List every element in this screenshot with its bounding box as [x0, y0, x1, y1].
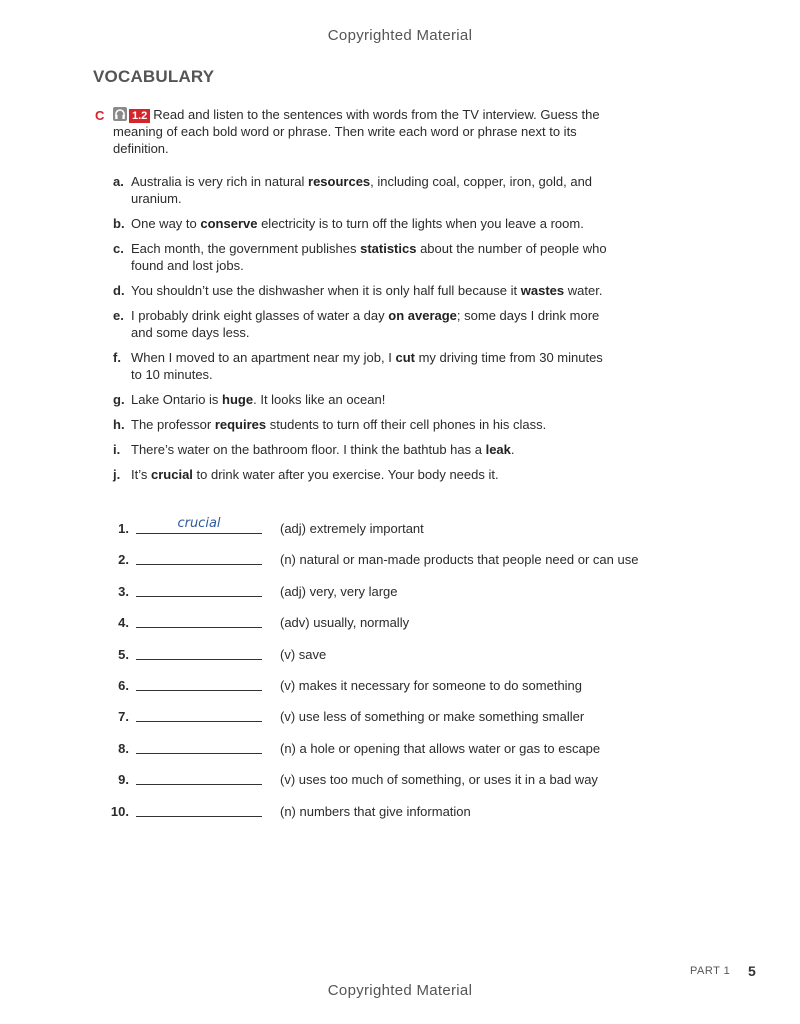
sentence-text: water.: [564, 283, 603, 298]
matching-row: [100, 702, 660, 733]
vocabulary-word: cut: [395, 350, 415, 365]
answer-blank[interactable]: [136, 564, 262, 565]
sentence-label: c.: [113, 241, 124, 256]
sentence-text: You shouldn’t use the dishwasher when it is only half full because it: [131, 283, 521, 298]
exercise-letter: C: [95, 108, 105, 123]
vocabulary-word: on average: [388, 308, 457, 323]
vocabulary-word: wastes: [520, 283, 565, 298]
sentence-item: [113, 391, 613, 408]
definition-text: (n) a hole or opening that allows water or gas to escape: [280, 740, 601, 756]
sentence-label: b.: [113, 216, 125, 231]
sentence-text: Each month, the government publishes: [131, 241, 361, 256]
vocabulary-word: leak: [485, 442, 511, 457]
footer-part-label: PART 1: [690, 965, 731, 977]
sentence-text: When I moved to an apartment near my job, I: [131, 350, 396, 365]
sentence-text: One way to: [131, 216, 201, 231]
sentence-item: [113, 441, 613, 458]
sentence-item: [113, 215, 613, 232]
item-number: 10.: [110, 803, 129, 819]
definition-text: (v) uses too much of something, or uses it in a bad way: [280, 772, 598, 788]
sentence-label: g.: [113, 392, 125, 407]
sentence-text: students to turn off their cell phones in his class.: [266, 417, 547, 432]
definition-text: (adv) usually, normally: [280, 615, 410, 631]
matching-list: [100, 514, 660, 828]
answer-blank[interactable]: [136, 659, 262, 660]
item-number: 8.: [118, 740, 129, 756]
sentence-text: The professor: [131, 417, 215, 432]
item-number: 6.: [118, 677, 129, 693]
matching-row: [100, 671, 660, 702]
vocabulary-word: huge: [222, 392, 254, 407]
exercise-instruction: [95, 106, 615, 157]
vocabulary-word: crucial: [151, 467, 193, 482]
item-number: 7.: [118, 709, 129, 725]
sentence-text: Lake Ontario is: [131, 392, 223, 407]
item-number: 4.: [118, 615, 129, 631]
definition-text: (v) makes it necessary for someone to do something: [280, 677, 583, 693]
sentence-text: There’s water on the bathroom floor. I think the bathtub has a: [131, 442, 486, 457]
answer-text: crucial: [177, 516, 221, 531]
answer-blank[interactable]: [136, 690, 262, 691]
matching-row: [100, 734, 660, 765]
instruction-text: Read and listen to the sentences with words from the TV interview. Guess the meaning of each bold word or phrase. Then write each word or phrase next to its definition.: [113, 107, 600, 156]
answer-blank[interactable]: [136, 784, 262, 785]
definition-text: (adj) extremely important: [280, 521, 424, 536]
matching-row: [100, 514, 660, 545]
item-number: 1.: [118, 521, 129, 536]
item-number: 3.: [118, 583, 129, 599]
definition-text: (n) natural or man-made products that people need or can use: [280, 552, 639, 568]
sentence-item: [113, 466, 613, 483]
matching-row: [100, 545, 660, 576]
sentence-item: [113, 240, 613, 274]
answer-blank[interactable]: [136, 596, 262, 597]
sentence-item: [113, 416, 613, 433]
definition-text: (n) numbers that give information: [280, 803, 471, 819]
sentence-list: [113, 173, 613, 491]
sentence-text: , including coal, copper, iron, gold, and uranium.: [131, 174, 593, 206]
answer-blank[interactable]: [136, 533, 262, 534]
matching-row: [100, 577, 660, 608]
sentence-text: about the number of people who found and lost jobs.: [131, 241, 607, 273]
sentence-text: to drink water after you exercise. Your body needs it.: [192, 467, 499, 482]
watermark-bottom: Copyrighted Material: [327, 982, 473, 999]
sentence-text: It’s: [131, 467, 151, 482]
sentence-item: [113, 349, 613, 383]
answer-blank[interactable]: [136, 816, 262, 817]
audio-track-badge[interactable]: 1.2: [129, 109, 150, 123]
sentence-text: .: [510, 442, 515, 457]
sentence-label: i.: [113, 442, 121, 457]
sentence-text: my driving time from 30 minutes to 10 minutes.: [131, 350, 603, 382]
vocabulary-word: resources: [308, 174, 371, 189]
answer-blank[interactable]: [136, 721, 262, 722]
sentence-label: j.: [113, 467, 121, 482]
vocabulary-word: statistics: [360, 241, 417, 256]
answer-blank[interactable]: [136, 753, 262, 754]
vocabulary-word: requires: [214, 417, 267, 432]
definition-text: (v) use less of something or make something smaller: [280, 709, 585, 725]
answer-blank[interactable]: [136, 627, 262, 628]
matching-row: [100, 797, 660, 828]
sentence-label: h.: [113, 417, 125, 432]
sentence-text: . It looks like an ocean!: [253, 392, 386, 407]
sentence-item: [113, 173, 613, 207]
sentence-label: f.: [113, 350, 121, 365]
sentence-label: a.: [113, 174, 124, 189]
sentence-item: [113, 307, 613, 341]
item-number: 9.: [118, 772, 129, 788]
page-number: 5: [748, 963, 756, 979]
item-number: 5.: [118, 646, 129, 662]
matching-row: [100, 608, 660, 639]
headphones-icon[interactable]: [113, 107, 127, 121]
sentence-item: [113, 282, 613, 299]
vocabulary-word: conserve: [200, 216, 258, 231]
sentence-text: Australia is very rich in natural: [131, 174, 309, 189]
item-number: 2.: [118, 552, 129, 568]
sentence-text: ; some days I drink more and some days less.: [131, 308, 600, 340]
matching-row: [100, 640, 660, 671]
watermark-top: Copyrighted Material: [327, 27, 473, 44]
matching-row: [100, 765, 660, 796]
sentence-text: I probably drink eight glasses of water a day: [131, 308, 389, 323]
sentence-label: d.: [113, 283, 125, 298]
definition-text: (adj) very, very large: [280, 583, 398, 599]
sentence-label: e.: [113, 308, 124, 323]
sentence-text: electricity is to turn off the lights when you leave a room.: [257, 216, 584, 231]
section-title: VOCABULARY: [93, 67, 215, 86]
definition-text: (v) save: [280, 646, 327, 662]
